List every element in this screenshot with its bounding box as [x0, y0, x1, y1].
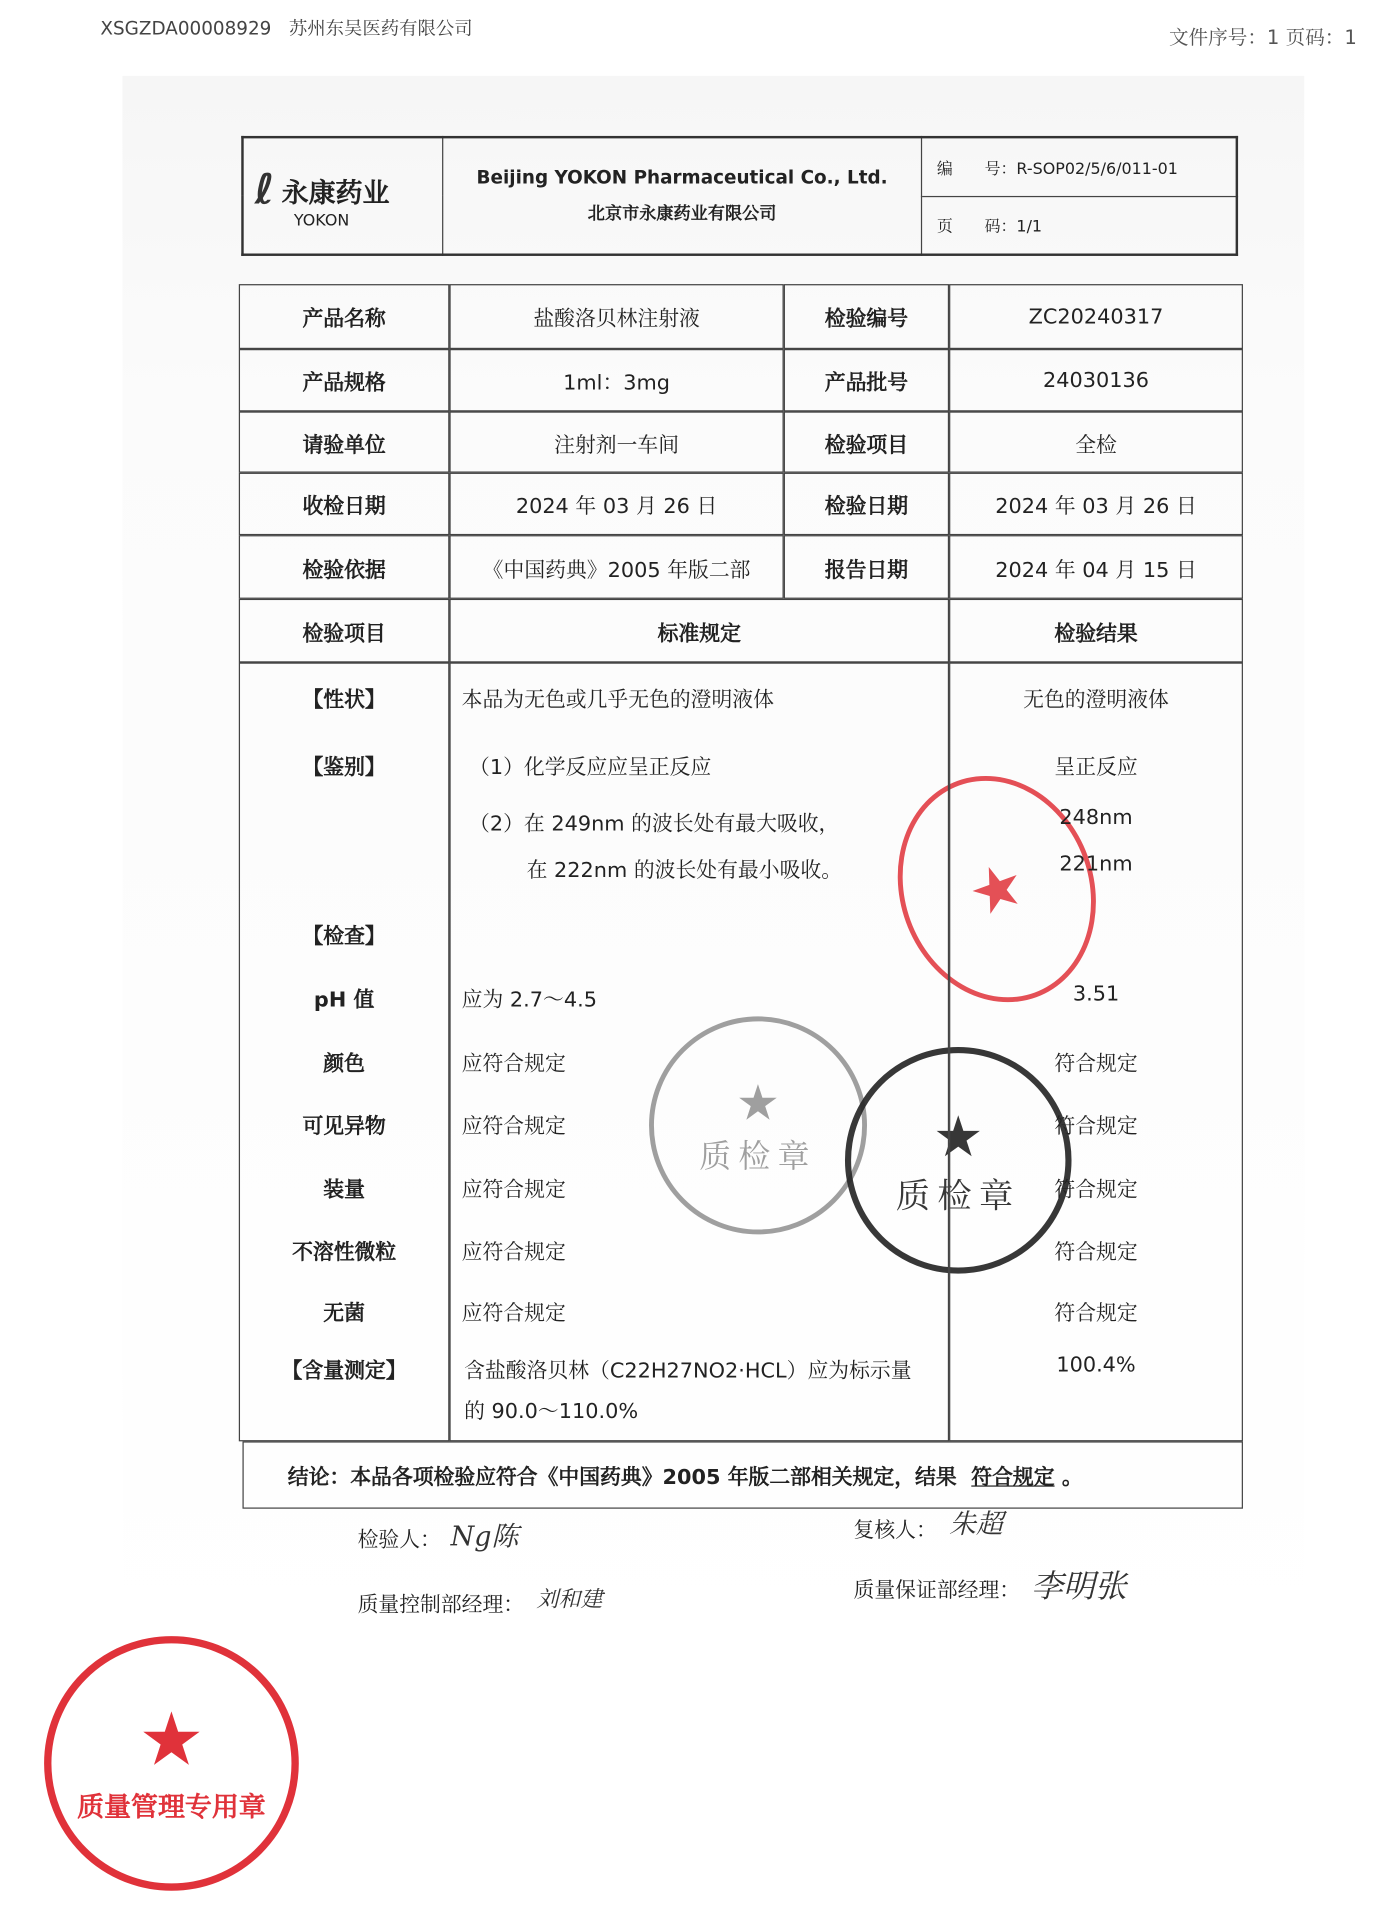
test-standard: 应符合规定	[461, 1301, 566, 1327]
test-item: 颜色	[323, 1051, 365, 1077]
document-header	[241, 136, 1238, 256]
test-result: 符合规定	[1054, 1301, 1138, 1327]
test-standard: 应符合规定	[461, 1178, 566, 1203]
test-standard-wrap	[527, 852, 842, 883]
test-item: 可见异物	[302, 1114, 386, 1139]
test-item: 【检查】	[302, 924, 386, 950]
info-label: 报告日期	[784, 535, 949, 599]
page-cell	[922, 196, 1237, 255]
test-standard-wrap	[462, 682, 774, 713]
top-bar-left	[100, 15, 472, 41]
test-standard: 本品为无色或几乎无色的澄明液体	[461, 688, 774, 713]
doc-number-cell	[922, 137, 1237, 196]
test-item: 不溶性微粒	[292, 1240, 397, 1266]
info-label: 产品名称	[239, 284, 450, 349]
info-value: 2024 年 03 月 26 日	[449, 473, 783, 535]
column-header-item: 检验项目	[239, 599, 450, 663]
test-standard-wrap	[464, 1353, 911, 1384]
gray-inspection-stamp: ★ 质检章	[649, 1016, 867, 1234]
reviewer-signature: 朱超	[949, 1509, 1003, 1541]
info-value: ZC20240317	[949, 284, 1243, 349]
company-name-en: Beijing YOKON Pharmaceutical Co., Ltd.	[476, 166, 888, 189]
doc-number-value: R-SOP02/5/6/011-01	[1016, 160, 1178, 179]
test-item: 无菌	[323, 1301, 365, 1327]
test-result: 100.4%	[1056, 1353, 1136, 1378]
info-label: 请验单位	[239, 411, 450, 472]
page-value: 1/1	[1016, 218, 1043, 237]
logo-swoosh-icon: ℓ	[254, 165, 275, 215]
test-result: 3.51	[1072, 982, 1120, 1007]
test-standard-wrap	[464, 1394, 638, 1425]
info-value: 全检	[949, 411, 1243, 472]
test-item: 【含量测定】	[281, 1359, 407, 1384]
conclusion-text: 结论：本品各项检验应符合《中国药典》2005 年版二部相关规定，结果	[287, 1465, 957, 1491]
test-result: 符合规定	[1054, 1240, 1138, 1266]
qc-manager-label: 质量控制部经理：	[357, 1593, 525, 1618]
test-item: 【性状】	[302, 688, 386, 713]
info-label: 检验编号	[784, 284, 949, 349]
test-standard: 应符合规定	[461, 1240, 566, 1266]
test-standard: 的 90.0～110.0%	[464, 1399, 639, 1425]
qa-manager-label: 质量保证部经理：	[853, 1578, 1021, 1604]
logo-cell	[242, 137, 442, 255]
info-value: 注射剂一车间	[449, 411, 783, 472]
info-label: 收检日期	[239, 473, 450, 535]
test-standard: （1）化学反应应呈正反应	[469, 755, 712, 781]
test-result: 符合规定	[1054, 1178, 1138, 1203]
conclusion-row	[242, 1441, 1242, 1508]
test-standard: 应为 2.7～4.5	[461, 988, 597, 1013]
info-label: 检验日期	[784, 473, 949, 535]
red-company-stamp: ★ 质量管理专用章	[44, 1636, 299, 1891]
test-standard: 含盐酸洛贝林（C22H27NO2·HCL）应为标示量	[464, 1359, 912, 1384]
column-header-result: 检验结果	[949, 599, 1243, 663]
test-standard-wrap	[469, 806, 839, 837]
test-result: 符合规定	[1054, 1051, 1138, 1077]
test-standard: 应符合规定	[461, 1051, 566, 1077]
test-result: 221nm	[1059, 852, 1133, 877]
inspector-label: 检验人：	[357, 1528, 441, 1553]
star-icon: ★	[138, 1696, 205, 1783]
company-name-cn: 北京市永康药业有限公司	[587, 204, 777, 225]
conclusion-result: 符合规定	[971, 1465, 1055, 1491]
test-item: 装量	[323, 1178, 365, 1203]
test-item: pH 值	[313, 988, 375, 1013]
test-standard-wrap	[462, 982, 597, 1013]
info-value: 2024 年 04 月 15 日	[949, 535, 1243, 599]
reviewer-label: 复核人：	[853, 1518, 937, 1543]
logo-text-cn: 永康药业	[281, 178, 390, 210]
info-label: 检验依据	[239, 535, 450, 599]
info-label: 检验项目	[784, 411, 949, 472]
star-icon: ★	[932, 1102, 984, 1169]
company-cell	[443, 137, 922, 255]
info-value: 盐酸洛贝林注射液	[449, 284, 783, 349]
conclusion-end: 。	[1061, 1465, 1083, 1491]
inspector-signature: Ng陈	[450, 1522, 519, 1553]
test-standard-wrap	[462, 1172, 566, 1203]
info-value: 1ml：3mg	[449, 349, 783, 411]
page-label: 页 码：	[936, 218, 1017, 237]
info-label: 产品批号	[784, 349, 949, 411]
star-icon: ★	[736, 1074, 780, 1131]
yokon-logo	[245, 141, 441, 251]
company-name: 苏州东吴医药有限公司	[288, 17, 473, 40]
test-item: 【鉴别】	[302, 755, 386, 781]
qa-manager-signature: 李明张	[1031, 1568, 1127, 1606]
test-standard-wrap	[469, 749, 711, 780]
info-value: 《中国药典》2005 年版二部	[449, 535, 783, 599]
test-standard: 应符合规定	[461, 1114, 566, 1139]
test-standard-wrap	[462, 1296, 566, 1327]
test-standard-wrap	[462, 1234, 566, 1265]
doc-number-label: 编 号：	[936, 160, 1017, 179]
info-label: 产品规格	[239, 349, 450, 411]
logo-text-en: YOKON	[293, 211, 350, 231]
file-sequence: 文件序号：1 页码：1	[1168, 25, 1357, 49]
qc-manager-signature: 刘和建	[536, 1587, 603, 1613]
star-icon: ★	[958, 846, 1035, 932]
document-id: XSGZDA00008929	[100, 17, 272, 40]
test-standard-wrap	[462, 1046, 566, 1077]
test-result: 呈正反应	[1054, 755, 1138, 781]
test-standard: （2）在 249nm 的波长处有最大吸收，	[469, 811, 840, 837]
test-result: 符合规定	[1054, 1114, 1138, 1139]
black-inspection-stamp: ★ 质检章	[845, 1047, 1072, 1274]
info-value: 24030136	[949, 349, 1243, 411]
test-standard-wrap	[462, 1108, 566, 1139]
column-header-standard: 标准规定	[449, 599, 949, 663]
test-result: 无色的澄明液体	[1023, 688, 1169, 713]
test-result: 248nm	[1059, 805, 1133, 831]
test-standard: 在 222nm 的波长处有最小吸收。	[526, 858, 843, 883]
info-value: 2024 年 03 月 26 日	[949, 473, 1243, 535]
